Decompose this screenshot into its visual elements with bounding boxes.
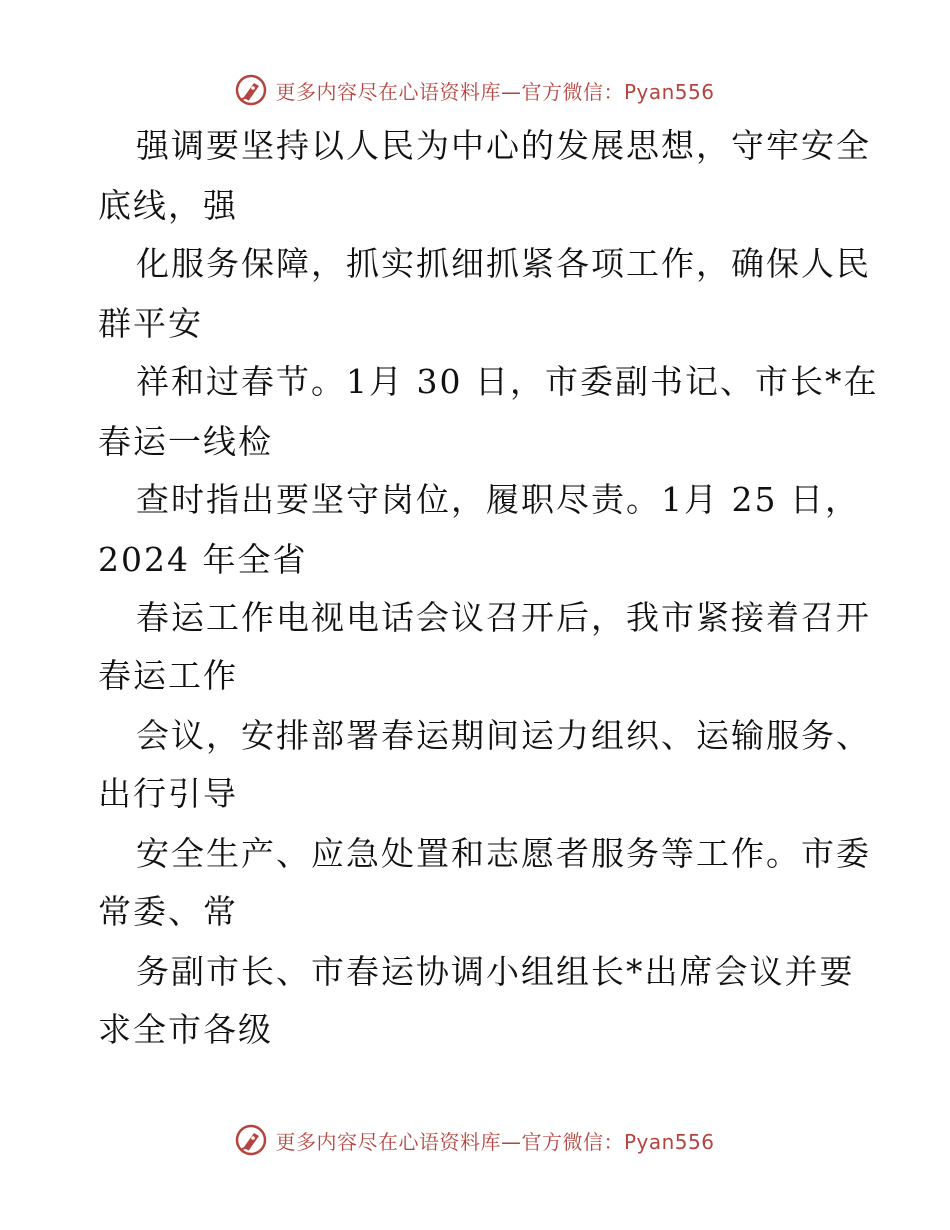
pen-nib-logo-icon [235,74,267,106]
body-line: 强调要坚持以人民为中心的发展思想，守牢安全 [136,126,871,165]
body-line: 群平安 [98,304,203,343]
footer-banner-text: 更多内容尽在心语资料库—官方微信：Pyan556 [275,1129,715,1154]
body-line: 会议，安排部署春运期间运力组织、运输服务、 [136,716,871,755]
body-line: 祥和过春节。1月 30 日，市委副书记、市长*在 [136,362,879,401]
body-line: 化服务保障，抓实抓细抓紧各项工作，确保人民 [136,244,871,283]
footer-banner [0,1120,950,1160]
body-line: 2024 年全省 [98,540,308,579]
body-line: 出行引导 [98,774,238,813]
body-line: 春运一线检 [98,422,273,461]
body-line: 查时指出要坚守岗位，履职尽责。1月 25 日， [136,480,860,519]
header-banner [0,70,950,110]
body-line: 春运工作 [98,656,238,695]
body-line: 务副市长、市春运协调小组组长*出席会议并要 [136,952,855,991]
body-line: 求全市各级 [98,1010,273,1049]
body-line: 安全生产、应急处置和志愿者服务等工作。市委 [136,834,871,873]
pen-nib-logo-icon [235,1124,267,1156]
body-line: 常委、常 [98,892,238,931]
body-line: 春运工作电视电话会议召开后，我市紧接着召开 [136,598,871,637]
header-banner-text: 更多内容尽在心语资料库—官方微信：Pyan556 [275,79,715,104]
body-line: 底线，强 [98,186,238,225]
